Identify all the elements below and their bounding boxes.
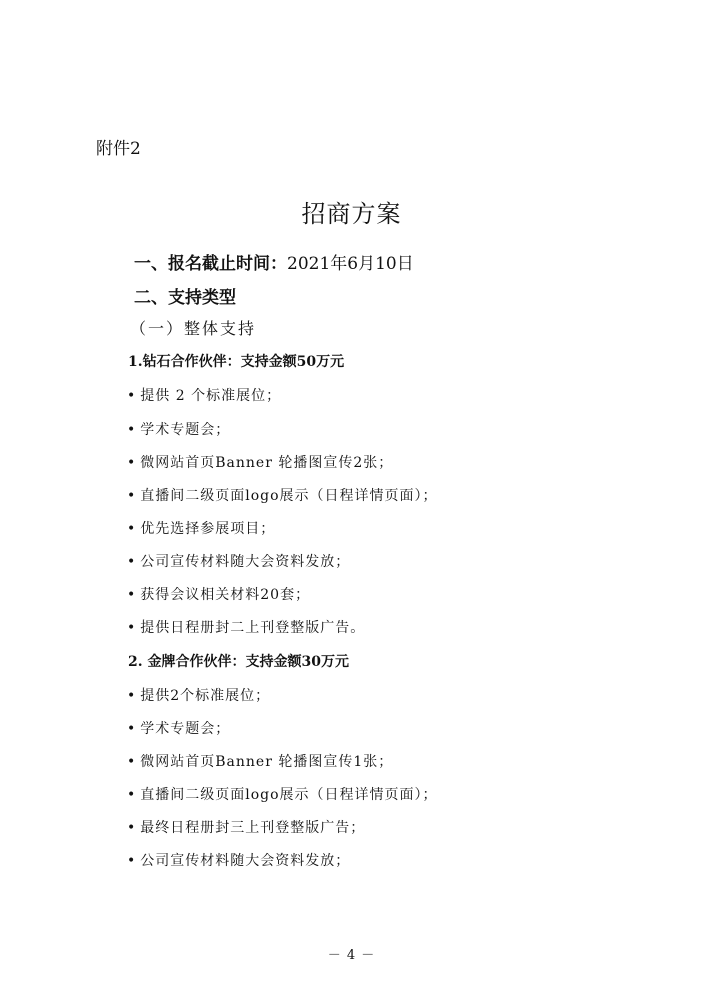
list-item: • 微网站首页Banner 轮播图宣传1张； xyxy=(127,754,394,770)
bullet-icon: • xyxy=(127,853,137,869)
list-item: • 最终日程册封三上刊登整版广告； xyxy=(127,820,366,836)
page-number: － 4 － xyxy=(327,948,376,963)
section-deadline xyxy=(134,249,414,274)
bullet-icon: • xyxy=(127,422,137,438)
bullet-icon: • xyxy=(127,688,137,704)
section-support-types: 二、支持类型 xyxy=(134,288,236,308)
bullet-icon: • xyxy=(127,488,137,504)
section-deadline-label: 一、报名截止时间： xyxy=(134,254,287,274)
bullet-icon: • xyxy=(127,388,137,404)
list-item: • 公司宣传材料随大会资料发放； xyxy=(127,554,351,570)
bullet-icon: • xyxy=(127,587,137,603)
list-item: • 直播间二级页面logo展示（日程详情页面）； xyxy=(127,488,438,504)
list-item: • 获得会议相关材料20套； xyxy=(127,587,311,603)
tier-gold-heading: 2. 金牌合作伙伴：支持金额30万元 xyxy=(128,654,349,670)
list-item: • 提供日程册封二上刊登整版广告。 xyxy=(127,620,366,636)
list-item: • 提供2个标准展位； xyxy=(127,688,271,704)
list-item: • 提供 2 个标准展位； xyxy=(127,388,282,404)
list-item: • 学术专题会； xyxy=(127,721,231,737)
bullet-icon: • xyxy=(127,787,137,803)
section-deadline-value: 2021年6月10日 xyxy=(287,254,414,274)
list-item: • 微网站首页Banner 轮播图宣传2张； xyxy=(127,455,394,471)
bullet-icon: • xyxy=(127,721,137,737)
subsection-overall-support: （一）整体支持 xyxy=(130,319,257,338)
list-item: • 直播间二级页面logo展示（日程详情页面）； xyxy=(127,787,438,803)
list-item: • 学术专题会； xyxy=(127,422,231,438)
bullet-icon: • xyxy=(127,521,137,537)
bullet-icon: • xyxy=(127,620,137,636)
list-item: • 公司宣传材料随大会资料发放； xyxy=(127,853,351,869)
bullet-icon: • xyxy=(127,754,137,770)
bullet-icon: • xyxy=(127,455,137,471)
document-title: 招商方案 xyxy=(301,200,402,228)
tier-diamond-heading: 1.钻石合作伙伴：支持金额50万元 xyxy=(128,354,345,370)
bullet-icon: • xyxy=(127,820,137,836)
list-item: • 优先选择参展项目； xyxy=(127,521,276,537)
attachment-label: 附件2 xyxy=(96,139,141,159)
bullet-icon: • xyxy=(127,554,137,570)
